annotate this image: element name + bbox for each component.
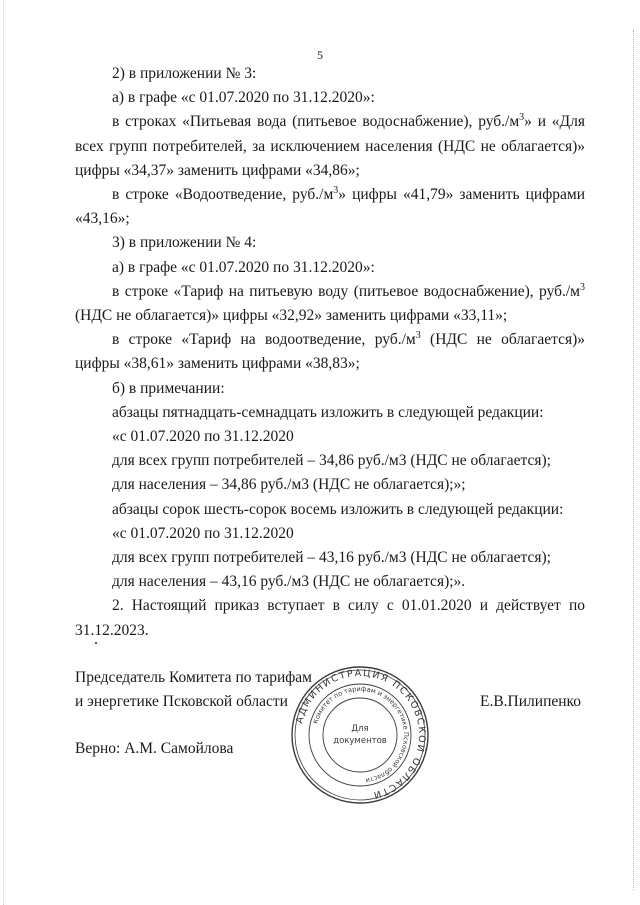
superscript: 3 (580, 281, 585, 293)
paragraph: а) в графе «с 01.07.2020 по 31.12.2020»: (112, 89, 375, 107)
verified-by: Верно: А.М. Самойлова (75, 740, 234, 757)
scan-speck (95, 642, 97, 644)
paragraph: 2) в приложении № 3: (112, 65, 257, 82)
paragraph: в строках «Питьевая вода (питьевое водоснабжение), $руб./м^3$» и «Для всех групп потребителей, за исключением населения (НДС не облагается)» цифры «34,37» заменить цифрами «34,86»; (75, 112, 585, 179)
signatory-name: Е.В.Пилипенко (480, 693, 582, 710)
paragraph: для всех групп потребителей – 43,16 руб./м3 (НДС не облагается); (112, 549, 551, 567)
document-body (75, 62, 585, 643)
scan-edge-left (3, 0, 5, 905)
signatory-title-line: Председатель Комитета по тарифам (75, 669, 312, 686)
stamp-center-line: Для (351, 724, 369, 734)
paragraph: абзацы пятнадцать-семнадцать изложить в следующей редакции: (112, 403, 544, 421)
signatory-title (75, 666, 325, 714)
stamp-outer-text: АДМИНИСТРАЦИЯ ПСКОВСКОЙ ОБЛАСТИ (294, 667, 428, 801)
paragraph: для населения – 43,16 руб./м3 (НДС не облагается);». (112, 573, 466, 591)
stamp-middle-ring (309, 684, 411, 786)
paragraph: «с 01.07.2020 по 31.12.2020 (112, 428, 294, 446)
paragraph: 2. Настоящий приказ вступает в силу с 01.01.2020 и действует по 31.12.2023. (75, 597, 585, 639)
stamp-inner-ring (323, 698, 397, 772)
stamp-inner-text: Комитет по тарифам и энергетике Псковской области (311, 684, 411, 785)
paragraph: в строке «Водоотведение, $руб./м^3$» цифры «41,79» заменить цифрами «43,16»; (75, 185, 585, 228)
superscript: 3 (333, 185, 339, 197)
paragraph: «с 01.07.2020 по 31.12.2020 (112, 524, 294, 542)
paragraph: абзацы сорок шесть-сорок восемь изложить в следующей редакции: (112, 500, 564, 518)
scan-edge-right (631, 30, 634, 890)
paragraph: 3) в приложении № 4: (112, 234, 257, 252)
paragraph: в строке «Тариф на питьевую воду (питьевое водоснабжение), $руб./м^3$ (НДС не облагается)» цифры «32,92» заменить цифрами «33,11»; (75, 281, 585, 325)
paragraph: а) в графе «с 01.07.2020 по 31.12.2020»: (112, 258, 375, 276)
superscript: 3 (415, 330, 421, 342)
superscript: 3 (519, 112, 525, 124)
paragraph: б) в примечании: (112, 379, 225, 397)
paragraph: в строке «Тариф на водоотведение, $руб./м^3$ (НДС не облагается)» цифры «38,61» заменить цифрами «38,83»; (75, 330, 585, 373)
official-stamp (290, 665, 430, 805)
page-number: 5 (317, 48, 323, 62)
paragraph: для всех групп потребителей – 34,86 руб./м3 (НДС не облагается); (112, 452, 551, 470)
stamp-center-line: документов (333, 736, 387, 746)
paragraph: для населения – 34,86 руб./м3 (НДС не облагается);»; (112, 476, 466, 494)
signatory-title-line: и энергетике Псковской области (75, 693, 288, 710)
